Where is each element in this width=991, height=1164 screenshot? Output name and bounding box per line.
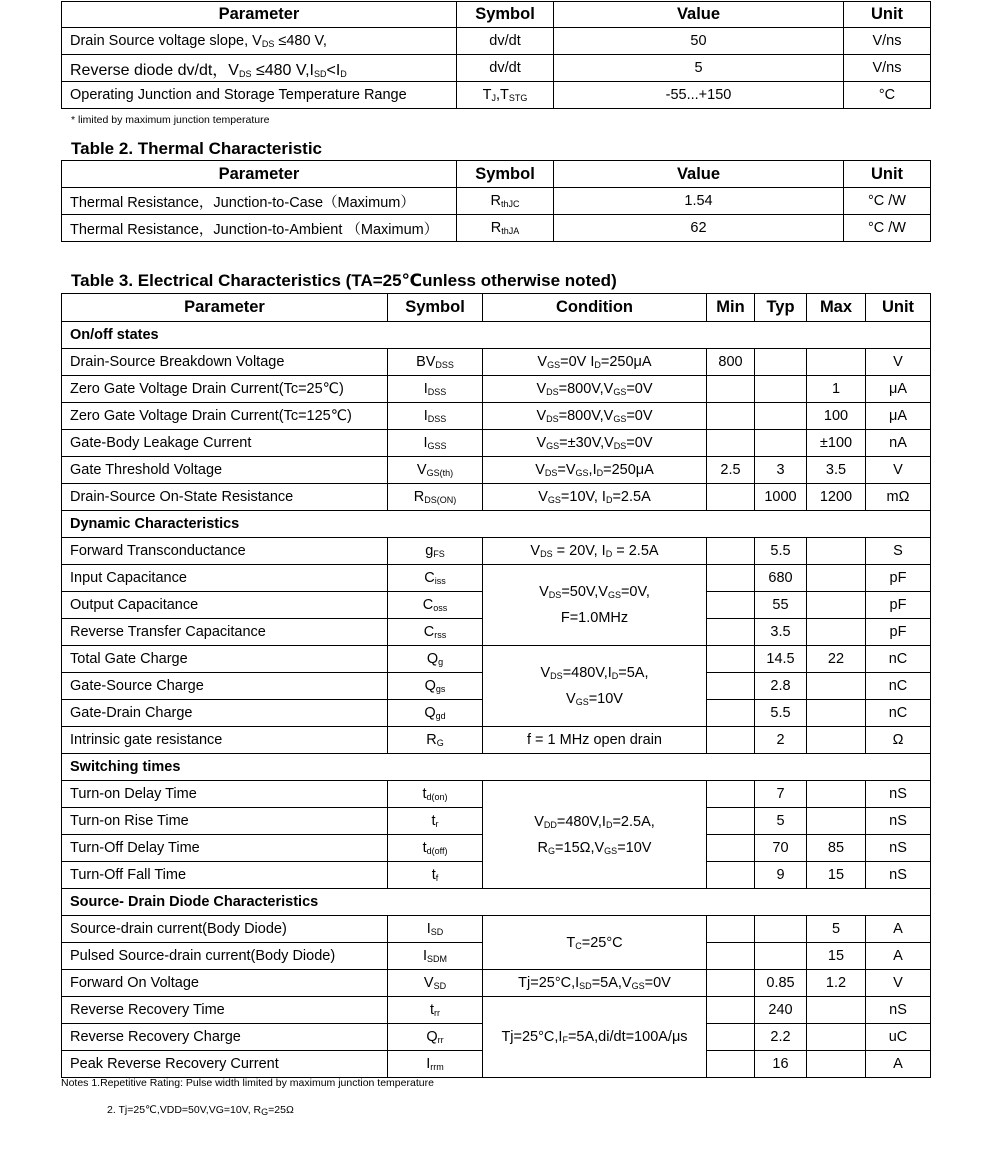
table-row — [62, 781, 931, 808]
table3-caption: Table 3. Electrical Characteristics (TA=25℃unless otherwise noted) — [71, 271, 617, 290]
table-row — [62, 215, 931, 242]
typ-cell — [755, 376, 807, 403]
parameter-cell: Reverse diode dv/dt，$V_{DS} \le 480$ $V,I_{SD}<I_D$ — [62, 55, 457, 82]
typ-cell: 0.85 — [755, 970, 807, 997]
header-symbol: Symbol — [457, 2, 554, 28]
symbol-cell: $C_{rss}$ — [388, 619, 483, 646]
section-row — [62, 889, 931, 916]
parameter-cell: Total Gate Charge — [62, 646, 388, 673]
table-row — [62, 484, 931, 511]
symbol-cell: $I_{DSS}$ — [388, 403, 483, 430]
max-cell — [807, 349, 866, 376]
max-cell — [807, 565, 866, 592]
parameter-cell: Turn-Off Delay Time — [62, 835, 388, 862]
unit-cell: nA — [866, 430, 931, 457]
condition-cell: $V_{DS}=V_{GS},I_D=250\mu A$ — [483, 457, 707, 484]
footnote: * limited by maximum junction temperature — [71, 114, 270, 126]
parameter-cell: Operating Junction and Storage Temperature Range — [62, 82, 457, 109]
header-parameter: Parameter — [62, 294, 388, 322]
typ-cell: 3.5 — [755, 619, 807, 646]
table-row — [62, 646, 931, 673]
unit-cell: °C /W — [844, 188, 931, 215]
min-cell — [707, 403, 755, 430]
typ-cell — [755, 403, 807, 430]
symbol-cell: $V_{SD}$ — [388, 970, 483, 997]
symbol-cell: dv/dt — [457, 55, 554, 82]
header-max: Max — [807, 294, 866, 322]
max-cell: 15 — [807, 862, 866, 889]
typ-cell: 1000 — [755, 484, 807, 511]
min-cell — [707, 376, 755, 403]
condition-cell: $V_{DS}=50V,V_{GS}=0V$, F=1.0MHz — [483, 565, 707, 646]
parameter-cell: Drain Source voltage slope, $V_{DS} \le 480$ V, — [62, 28, 457, 55]
min-cell — [707, 1024, 755, 1051]
min-cell — [707, 970, 755, 997]
symbol-cell: $t_{d(on)}$ — [388, 781, 483, 808]
parameter-cell: Thermal Resistance，Junction-to-Case（Maximum） — [62, 188, 457, 215]
min-cell — [707, 646, 755, 673]
symbol-cell: $V_{GS(th)}$ — [388, 457, 483, 484]
condition-cell: $Tj=25^\circ C,I_F=5A,di/dt=100A/\mu s$ — [483, 997, 707, 1078]
unit-cell: V — [866, 457, 931, 484]
parameter-cell: Intrinsic gate resistance — [62, 727, 388, 754]
section-row — [62, 511, 931, 538]
symbol-cell: $I_{rrm}$ — [388, 1051, 483, 1078]
condition-cell: $V_{DS}=800V,V_{GS}=0V$ — [483, 376, 707, 403]
min-cell — [707, 592, 755, 619]
symbol-cell: $C_{iss}$ — [388, 565, 483, 592]
table-header-row — [62, 294, 931, 322]
condition-cell: $V_{GS}=\pm 30V,V_{DS}=0V$ — [483, 430, 707, 457]
typ-cell: 680 — [755, 565, 807, 592]
unit-cell: nS — [866, 862, 931, 889]
section-row — [62, 754, 931, 781]
max-cell — [807, 727, 866, 754]
header-parameter: Parameter — [62, 161, 457, 188]
table-row — [62, 916, 931, 943]
symbol-cell: $t_f$ — [388, 862, 483, 889]
condition-cell: f = 1 MHz open drain — [483, 727, 707, 754]
table-row — [62, 188, 931, 215]
unit-cell: pF — [866, 565, 931, 592]
max-cell: 100 — [807, 403, 866, 430]
min-cell — [707, 862, 755, 889]
typ-cell: 240 — [755, 997, 807, 1024]
typ-cell: 9 — [755, 862, 807, 889]
typ-cell — [755, 916, 807, 943]
max-cell: 5 — [807, 916, 866, 943]
unit-cell: S — [866, 538, 931, 565]
note-1: Notes 1.Repetitive Rating: Pulse width limited by maximum junction temperature — [61, 1077, 434, 1089]
max-cell — [807, 781, 866, 808]
unit-cell: V — [866, 970, 931, 997]
section-switching: Switching times — [62, 754, 931, 781]
typ-cell: 7 — [755, 781, 807, 808]
condition-cell: $T_C=25^\circ C$ — [483, 916, 707, 970]
symbol-cell: $t_{d(off)}$ — [388, 835, 483, 862]
unit-cell: pF — [866, 592, 931, 619]
section-row — [62, 322, 931, 349]
min-cell — [707, 565, 755, 592]
parameter-cell: Pulsed Source-drain current(Body Diode) — [62, 943, 388, 970]
parameter-cell: Gate Threshold Voltage — [62, 457, 388, 484]
table-row — [62, 376, 931, 403]
unit-cell: V/ns — [844, 28, 931, 55]
note-2: 2. Tj=25℃,VDD=50V,VG=10V, $R_G=25\Omega$ — [107, 1104, 294, 1117]
max-cell: 85 — [807, 835, 866, 862]
symbol-cell: dv/dt — [457, 28, 554, 55]
condition-cell: $V_{DD}=480V,I_D=2.5A$, $R_G=15\Omega,V_{GS}=10V$ — [483, 781, 707, 889]
unit-cell: nS — [866, 835, 931, 862]
table-header-row — [62, 2, 931, 28]
unit-cell: A — [866, 916, 931, 943]
parameter-cell: Output Capacitance — [62, 592, 388, 619]
symbol-cell: $t_r$ — [388, 808, 483, 835]
unit-cell: °C — [844, 82, 931, 109]
unit-cell: mΩ — [866, 484, 931, 511]
symbol-cell: $Q_{gs}$ — [388, 673, 483, 700]
max-cell — [807, 538, 866, 565]
symbol-cell: $BV_{DSS}$ — [388, 349, 483, 376]
typ-cell: 5 — [755, 808, 807, 835]
parameter-cell: Gate-Drain Charge — [62, 700, 388, 727]
unit-cell: nC — [866, 700, 931, 727]
unit-cell: μA — [866, 376, 931, 403]
unit-cell: A — [866, 943, 931, 970]
section-diode: Source- Drain Diode Characteristics — [62, 889, 931, 916]
symbol-cell: $R_{thJA}$ — [457, 215, 554, 242]
unit-cell: V — [866, 349, 931, 376]
typ-cell: 2.8 — [755, 673, 807, 700]
electrical-table — [61, 293, 931, 1078]
min-cell: 800 — [707, 349, 755, 376]
max-cell: 1.2 — [807, 970, 866, 997]
unit-cell: nS — [866, 997, 931, 1024]
min-cell — [707, 484, 755, 511]
value-cell: 1.54 — [554, 188, 844, 215]
parameter-cell: Turn-Off Fall Time — [62, 862, 388, 889]
table-row — [62, 349, 931, 376]
unit-cell: nC — [866, 673, 931, 700]
max-cell — [807, 1024, 866, 1051]
table-header-row — [62, 161, 931, 188]
max-cell: 1200 — [807, 484, 866, 511]
table-row — [62, 55, 931, 82]
max-cell — [807, 808, 866, 835]
unit-cell: Ω — [866, 727, 931, 754]
min-cell — [707, 916, 755, 943]
typ-cell: 2 — [755, 727, 807, 754]
typ-cell: 55 — [755, 592, 807, 619]
parameter-cell: Reverse Recovery Time — [62, 997, 388, 1024]
symbol-cell: $I_{SD}$ — [388, 916, 483, 943]
symbol-cell: $Q_{gd}$ — [388, 700, 483, 727]
table-row — [62, 538, 931, 565]
section-onoff: On/off states — [62, 322, 931, 349]
min-cell — [707, 1051, 755, 1078]
min-cell — [707, 943, 755, 970]
unit-cell: nS — [866, 808, 931, 835]
value-cell: 5 — [554, 55, 844, 82]
parameter-cell: Gate-Source Charge — [62, 673, 388, 700]
symbol-cell: $t_{rr}$ — [388, 997, 483, 1024]
parameter-cell: Turn-on Rise Time — [62, 808, 388, 835]
min-cell — [707, 673, 755, 700]
header-unit: Unit — [844, 161, 931, 188]
max-cell — [807, 619, 866, 646]
typ-cell: 3 — [755, 457, 807, 484]
parameter-cell: Peak Reverse Recovery Current — [62, 1051, 388, 1078]
unit-cell: nS — [866, 781, 931, 808]
symbol-cell: $T_J,T_{STG}$ — [457, 82, 554, 109]
max-cell: ±100 — [807, 430, 866, 457]
max-cell — [807, 673, 866, 700]
max-cell: 22 — [807, 646, 866, 673]
typ-cell: 14.5 — [755, 646, 807, 673]
symbol-cell: $C_{oss}$ — [388, 592, 483, 619]
typ-cell — [755, 943, 807, 970]
parameter-cell: Reverse Transfer Capacitance — [62, 619, 388, 646]
min-cell — [707, 430, 755, 457]
table-row — [62, 727, 931, 754]
max-cell — [807, 700, 866, 727]
table2-caption: Table 2. Thermal Characteristic — [71, 139, 323, 158]
symbol-cell: $Q_g$ — [388, 646, 483, 673]
typ-cell: 16 — [755, 1051, 807, 1078]
table-row — [62, 82, 931, 109]
thermal-table — [61, 160, 931, 242]
unit-cell: nC — [866, 646, 931, 673]
header-unit: Unit — [866, 294, 931, 322]
symbol-cell: $R_{thJC}$ — [457, 188, 554, 215]
min-cell — [707, 727, 755, 754]
max-cell — [807, 592, 866, 619]
header-value: Value — [554, 161, 844, 188]
typ-cell: 5.5 — [755, 538, 807, 565]
max-cell: 15 — [807, 943, 866, 970]
min-cell: 2.5 — [707, 457, 755, 484]
typ-cell: 5.5 — [755, 700, 807, 727]
parameter-cell: Source-drain current(Body Diode) — [62, 916, 388, 943]
typ-cell: 2.2 — [755, 1024, 807, 1051]
parameter-cell: Drain-Source Breakdown Voltage — [62, 349, 388, 376]
min-cell — [707, 538, 755, 565]
min-cell — [707, 835, 755, 862]
section-dynamic: Dynamic Characteristics — [62, 511, 931, 538]
unit-cell: A — [866, 1051, 931, 1078]
parameter-cell: Drain-Source On-State Resistance — [62, 484, 388, 511]
header-min: Min — [707, 294, 755, 322]
unit-cell: uC — [866, 1024, 931, 1051]
header-condition: Condition — [483, 294, 707, 322]
max-cell — [807, 997, 866, 1024]
unit-cell: pF — [866, 619, 931, 646]
symbol-cell: $R_{DS(ON)}$ — [388, 484, 483, 511]
parameter-cell: Forward Transconductance — [62, 538, 388, 565]
value-cell: 50 — [554, 28, 844, 55]
symbol-cell: $I_{GSS}$ — [388, 430, 483, 457]
table-row — [62, 565, 931, 592]
header-parameter: Parameter — [62, 2, 457, 28]
typ-cell — [755, 430, 807, 457]
unit-cell: °C /W — [844, 215, 931, 242]
parameter-cell: Thermal Resistance，Junction-to-Ambient （Maximum） — [62, 215, 457, 242]
unit-cell: V/ns — [844, 55, 931, 82]
header-value: Value — [554, 2, 844, 28]
symbol-cell: $Q_{rr}$ — [388, 1024, 483, 1051]
typ-cell: 70 — [755, 835, 807, 862]
parameter-cell: Reverse Recovery Charge — [62, 1024, 388, 1051]
table-row — [62, 997, 931, 1024]
unit-cell: μA — [866, 403, 931, 430]
condition-cell: $V_{DS}=800V,V_{GS}=0V$ — [483, 403, 707, 430]
table-row — [62, 403, 931, 430]
header-symbol: Symbol — [457, 161, 554, 188]
header-typ: Typ — [755, 294, 807, 322]
max-cell — [807, 1051, 866, 1078]
table-row — [62, 28, 931, 55]
condition-cell: $V_{DS} = 20V$, $I_D = 2.5A$ — [483, 538, 707, 565]
value-cell: 62 — [554, 215, 844, 242]
symbol-cell: $g_{FS}$ — [388, 538, 483, 565]
max-cell: 1 — [807, 376, 866, 403]
min-cell — [707, 619, 755, 646]
absolute-ratings-table — [61, 1, 931, 109]
symbol-cell: $I_{SDM}$ — [388, 943, 483, 970]
value-cell: -55...+150 — [554, 82, 844, 109]
condition-cell: $Tj=25^\circ C,I_{SD}=5A,V_{GS}=0V$ — [483, 970, 707, 997]
symbol-cell: $I_{DSS}$ — [388, 376, 483, 403]
symbol-cell: $R_G$ — [388, 727, 483, 754]
parameter-cell: Gate-Body Leakage Current — [62, 430, 388, 457]
parameter-cell: Forward On Voltage — [62, 970, 388, 997]
condition-cell: $V_{GS}=10V$, $I_D=2.5A$ — [483, 484, 707, 511]
min-cell — [707, 808, 755, 835]
typ-cell — [755, 349, 807, 376]
min-cell — [707, 700, 755, 727]
table-row — [62, 457, 931, 484]
parameter-cell: Turn-on Delay Time — [62, 781, 388, 808]
header-unit: Unit — [844, 2, 931, 28]
parameter-cell: Zero Gate Voltage Drain Current(Tc=25℃) — [62, 376, 388, 403]
parameter-cell: Input Capacitance — [62, 565, 388, 592]
condition-cell: $V_{DS}=480V,I_D=5A$, $V_{GS}=10V$ — [483, 646, 707, 727]
parameter-cell: Zero Gate Voltage Drain Current(Tc=125℃) — [62, 403, 388, 430]
min-cell — [707, 997, 755, 1024]
header-symbol: Symbol — [388, 294, 483, 322]
min-cell — [707, 781, 755, 808]
max-cell: 3.5 — [807, 457, 866, 484]
condition-cell: $V_{GS}=0V$ $I_D=250\mu A$ — [483, 349, 707, 376]
table-row — [62, 430, 931, 457]
table-row — [62, 970, 931, 997]
